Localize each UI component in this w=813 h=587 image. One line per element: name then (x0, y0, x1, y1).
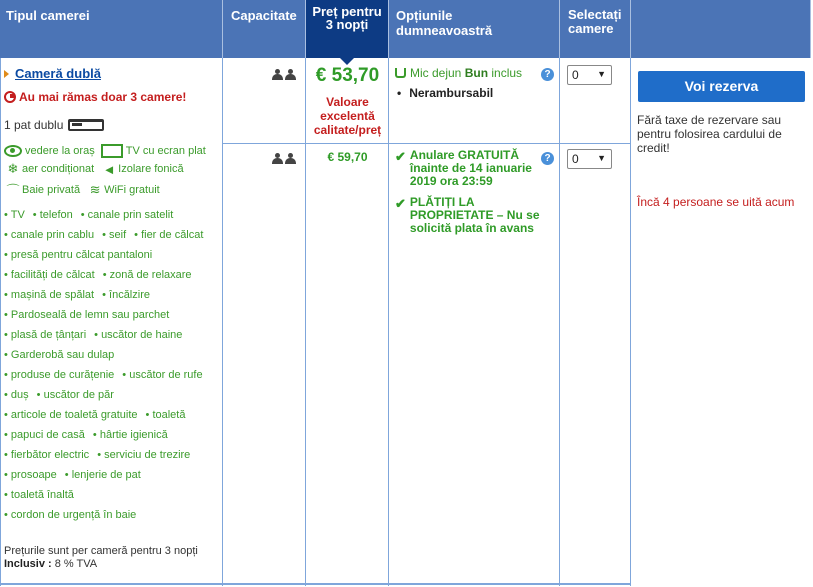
free-cancellation: ✔ Anulare GRATUITĂ înainte de 14 ianuarie 2019 ora 23:59 (395, 148, 532, 188)
capacity-two-persons (272, 151, 298, 167)
amenity-item: • TV (4, 205, 25, 225)
amenity-item: • încălzire (102, 285, 150, 305)
amenities-row (4, 205, 220, 225)
header-price: Preț pentru 3 nopți (306, 0, 389, 58)
col-divider (0, 58, 1, 586)
amenities-row (4, 225, 220, 245)
triangle-right-icon (4, 70, 9, 78)
col-divider (388, 58, 389, 586)
amenity-item: • cordon de urgență în baie (4, 505, 136, 525)
amenity-item: • toaletă (146, 405, 186, 425)
header-options: Opțiunile dumneavoastră (389, 0, 560, 58)
feature-free-wifi: ≋ WiFi gratuit (86, 180, 160, 199)
amenity-item: • Pardoseală de lemn sau parchet (4, 305, 169, 325)
amenity-item: • mașină de spălat (4, 285, 94, 305)
question-icon[interactable]: ? (541, 152, 554, 165)
col-divider (305, 58, 306, 586)
tv-icon (101, 144, 123, 158)
clock-icon (4, 91, 16, 103)
room-info (4, 66, 220, 525)
bed-info: 1 pat dublu (4, 118, 220, 132)
no-fee-note: Fără taxe de rezervare sau pentru folosirea cardului de credit! (637, 113, 782, 155)
amenities-row (4, 445, 220, 465)
person-icon (285, 69, 296, 80)
amenity-item: • presă pentru călcat pantaloni (4, 245, 152, 265)
amenities-row (4, 245, 220, 265)
chevron-down-icon: ▼ (597, 69, 606, 79)
people-watching-note: Încă 4 persoane se uită acum (637, 195, 795, 209)
amenity-item: • canale prin cablu (4, 225, 94, 245)
feature-flat-tv: TV cu ecran plat (101, 144, 206, 158)
amenity-item: • hârtie igienică (93, 425, 168, 445)
amenities-list (4, 205, 220, 525)
amenities-row (4, 265, 220, 285)
person-icon (272, 153, 283, 164)
amenities-row (4, 405, 220, 425)
price-footnote: Prețurile sunt per cameră pentru 3 nopți Inclusiv : 8 % TVA (4, 545, 198, 570)
amenities-row (4, 305, 220, 325)
amenity-item: • telefon (33, 205, 73, 225)
header-select-rooms: Selectați camere (560, 0, 631, 58)
amenity-item: • toaletă înaltă (4, 485, 74, 505)
amenity-item: • plasă de țânțari (4, 325, 86, 345)
feature-city-view: vedere la oraș (4, 144, 95, 158)
coffee-cup-icon (395, 68, 406, 78)
offer-1-options (395, 66, 555, 100)
bed-icon (68, 119, 104, 131)
amenities-row (4, 485, 220, 505)
question-icon[interactable]: ? (541, 68, 554, 81)
feature-air-conditioning: ❄ aer condiționat (4, 161, 94, 177)
feature-soundproofing: ◄ Izolare fonică (100, 161, 183, 177)
amenities-row (4, 365, 220, 385)
amenity-item: • fier de călcat (134, 225, 203, 245)
eye-icon (4, 145, 22, 157)
amenities-row (4, 345, 220, 365)
amenity-item: • uscător de rufe (122, 365, 202, 385)
pay-at-property: ✔ PLĂTIȚI LA PROPRIETATE – Nu se solicită plata în avans (395, 195, 540, 235)
header-capacity: Capacitate (223, 0, 306, 58)
amenities-row (4, 425, 220, 445)
table-bottom-border (0, 583, 631, 585)
rooms-left-warning: Au mai rămas doar 3 camere! (4, 90, 220, 104)
amenity-item: • prosoape (4, 465, 57, 485)
amenity-item: • papuci de casă (4, 425, 85, 445)
person-icon (272, 69, 283, 80)
offer-2-options (395, 149, 555, 235)
amenity-item: • zonă de relaxare (103, 265, 192, 285)
amenity-item: • uscător de păr (37, 385, 114, 405)
person-icon (285, 153, 296, 164)
col-divider (222, 58, 223, 586)
checkmark-icon: ✔ (395, 196, 406, 211)
col-divider (559, 58, 560, 586)
amenity-item: • canale prin satelit (81, 205, 174, 225)
non-refundable: • Nerambursabil (395, 86, 555, 100)
amenities-row (4, 465, 220, 485)
col-divider (630, 58, 631, 586)
checkmark-icon: ✔ (395, 149, 406, 164)
offer-2-room-select[interactable]: 0 ▼ (567, 149, 612, 169)
amenities-row (4, 385, 220, 405)
amenity-item: • duș (4, 385, 29, 405)
feature-row (4, 161, 220, 177)
offer-2-price: € 59,70 (327, 150, 368, 164)
amenities-row (4, 505, 220, 525)
amenity-item: • fierbător electric (4, 445, 89, 465)
breakfast-info: Mic dejun Bun inclus (395, 66, 555, 80)
amenity-item: • facilități de călcat (4, 265, 95, 285)
price-header-arrow (340, 58, 354, 65)
feature-private-bathroom: ⌒ Baie privată (4, 180, 80, 199)
snowflake-icon: ❄ (7, 161, 19, 176)
amenities-row (4, 285, 220, 305)
speaker-icon: ◄ (102, 161, 116, 177)
room-title-link[interactable]: Cameră dublă (4, 66, 220, 81)
amenity-item: • seif (102, 225, 126, 245)
header-room-type: Tipul camerei (0, 0, 223, 58)
amenity-item: • articole de toaletă gratuite (4, 405, 138, 425)
amenity-item: • produse de curățenie (4, 365, 114, 385)
capacity-two-persons (272, 67, 298, 83)
feature-row (4, 144, 220, 158)
chevron-down-icon: ▼ (597, 153, 606, 163)
feature-row (4, 180, 220, 199)
amenity-item: • serviciu de trezire (97, 445, 190, 465)
shower-icon: ⌒ (6, 183, 20, 198)
reserve-button[interactable]: Voi rezerva (638, 71, 805, 102)
row-divider (223, 143, 631, 144)
offer-1-price: € 53,70 (315, 65, 380, 86)
wifi-icon: ≋ (89, 181, 101, 197)
header-reserve-column (631, 0, 811, 58)
amenity-item: • Garderobă sau dulap (4, 345, 114, 365)
offer-1-value-note: Valoare excelentă calitate/preț (313, 95, 382, 137)
offer-1-room-select[interactable]: 0 ▼ (567, 65, 612, 85)
amenity-item: • uscător de haine (94, 325, 182, 345)
amenity-item: • lenjerie de pat (65, 465, 141, 485)
amenities-row (4, 325, 220, 345)
